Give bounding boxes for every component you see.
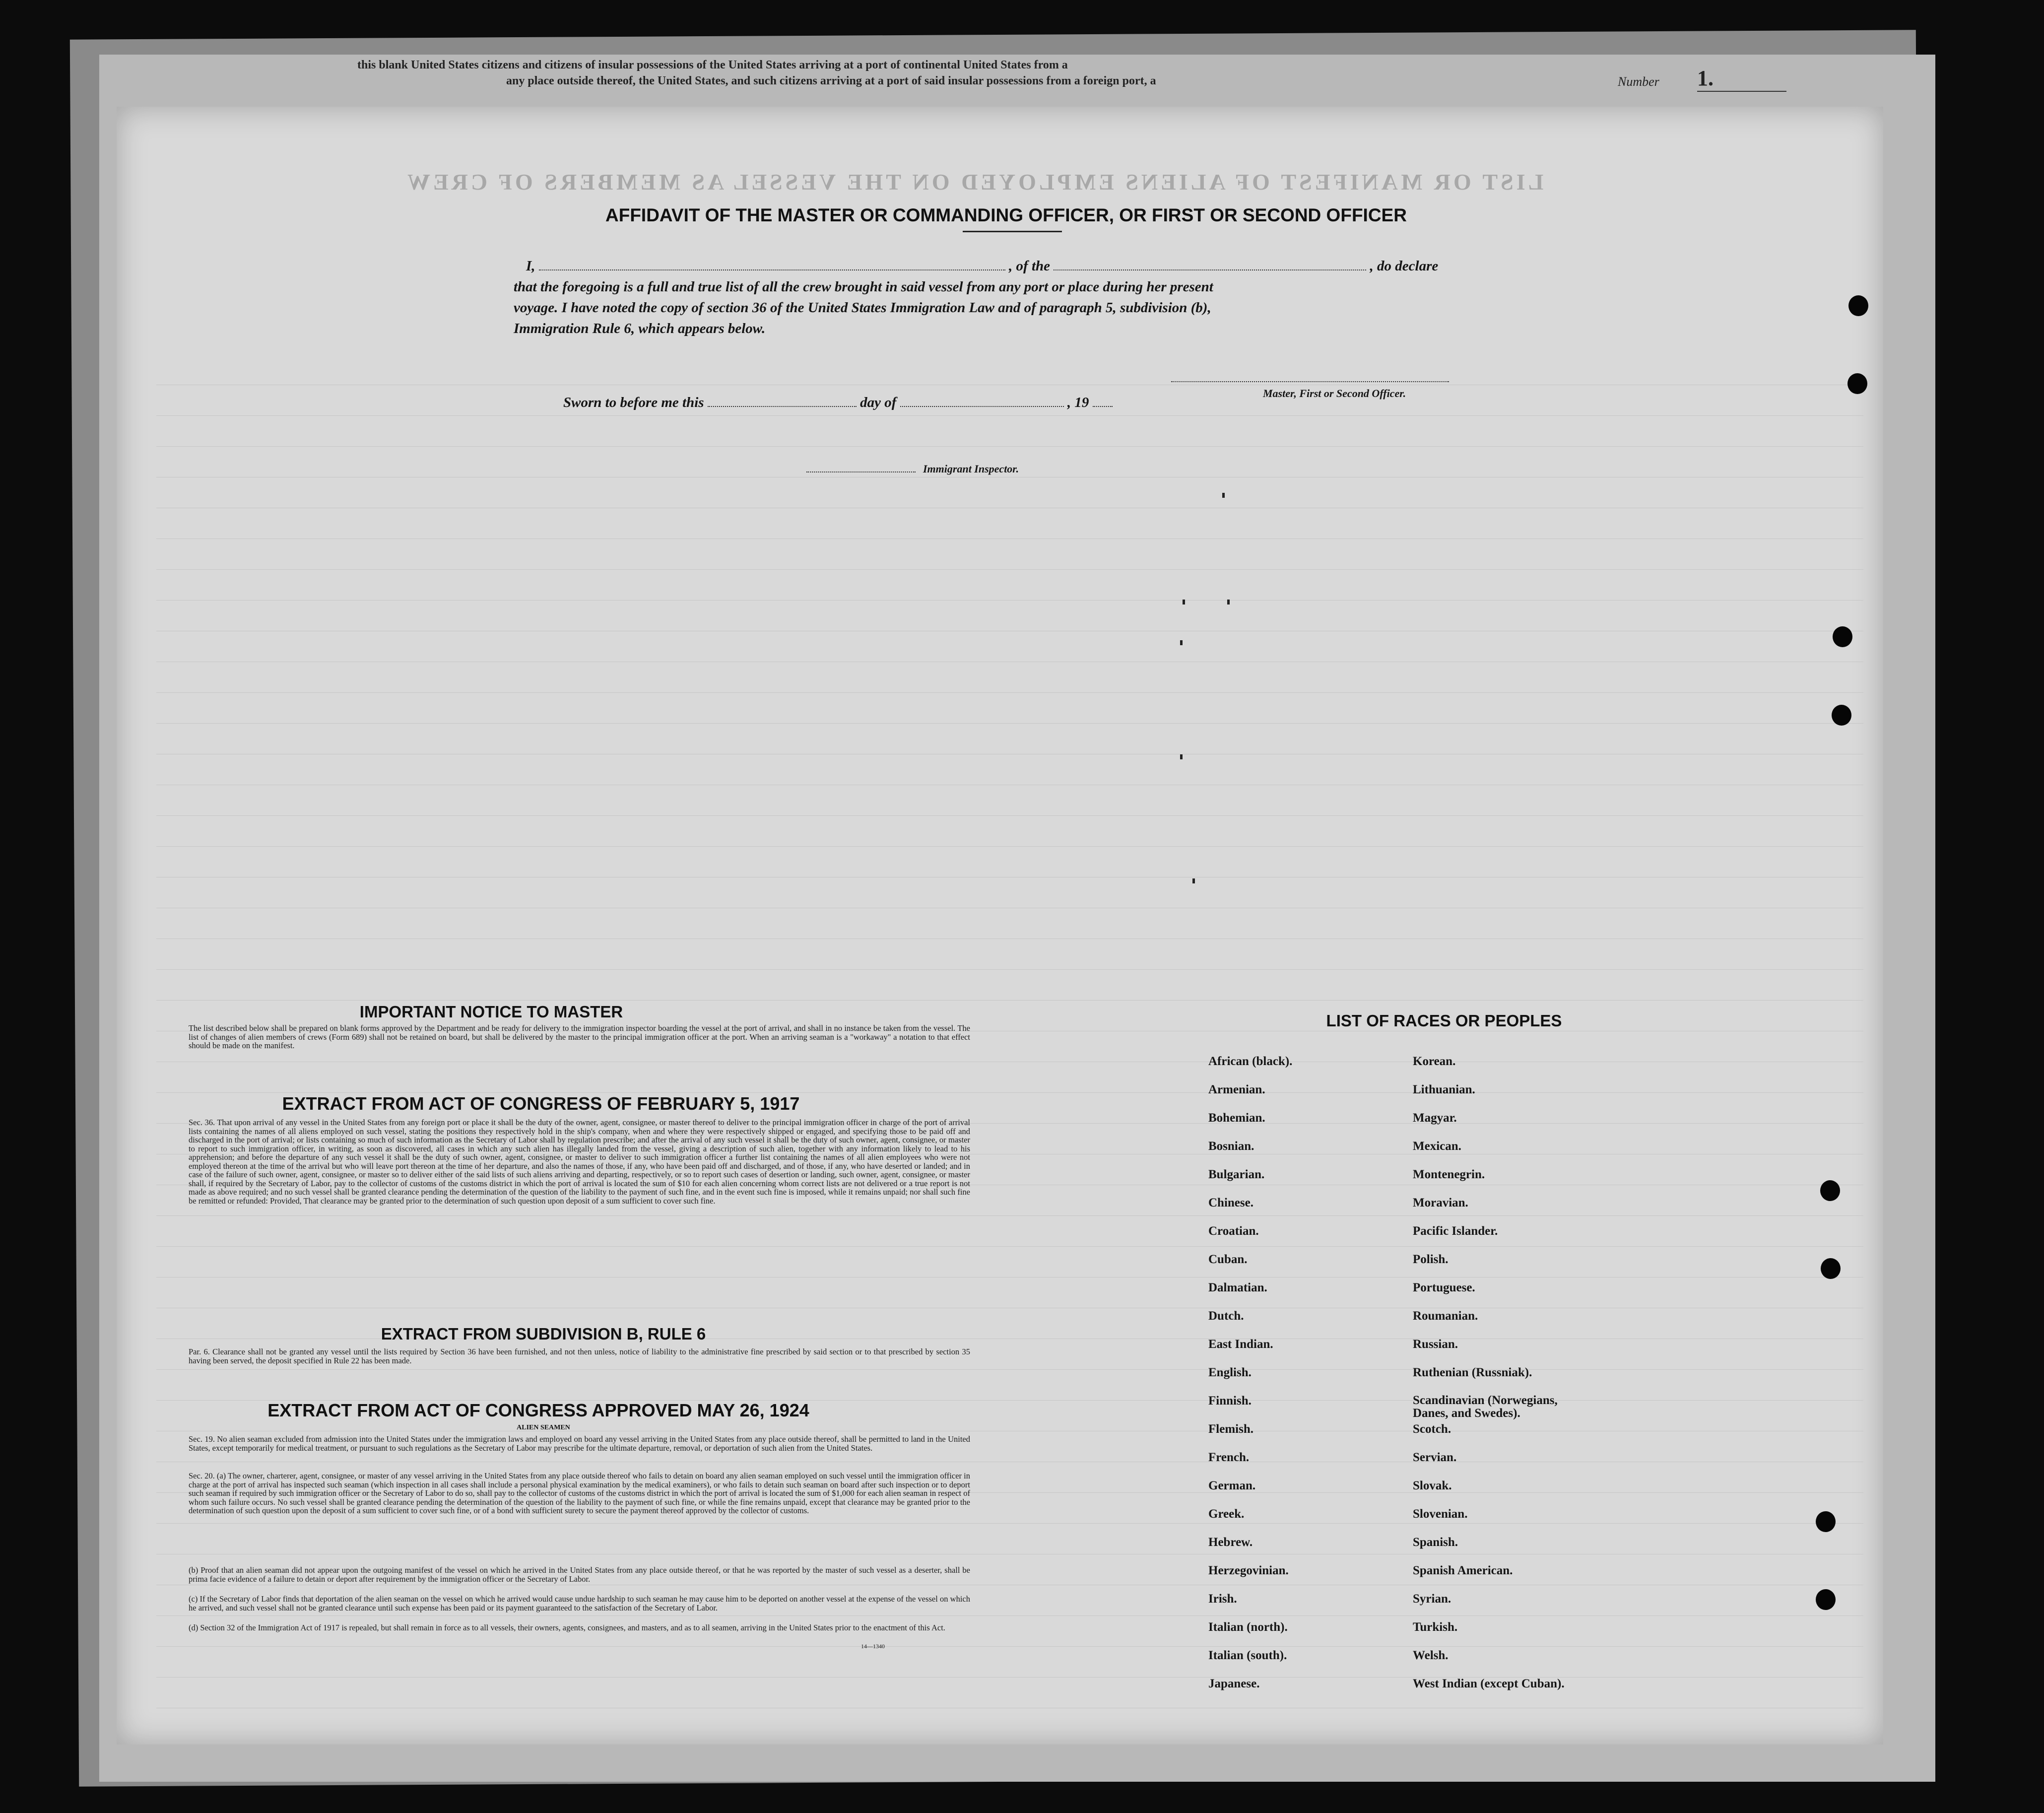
ledger-rule <box>156 600 1863 601</box>
ledger-rule <box>156 446 1863 447</box>
form-number: 14—1340 <box>861 1643 885 1650</box>
race-item: Irish. <box>1208 1592 1237 1606</box>
race-item: Slovak. <box>1413 1479 1452 1492</box>
race-item: Japanese. <box>1208 1677 1260 1690</box>
race-item: Syrian. <box>1413 1592 1451 1606</box>
extract-1917-title: EXTRACT FROM ACT OF CONGRESS OF FEBRUARY 5, 1917 <box>282 1093 800 1114</box>
race-item: Scandinavian (Norwegians, Danes, and Swedes). <box>1413 1394 1558 1420</box>
tick-mark <box>1192 878 1195 883</box>
tick-mark <box>1227 600 1230 604</box>
punch-hole <box>1820 1180 1840 1201</box>
race-item: Italian (north). <box>1208 1620 1288 1634</box>
race-item: Croatian. <box>1208 1224 1259 1238</box>
race-item: Moravian. <box>1413 1196 1468 1209</box>
race-item: Welsh. <box>1413 1649 1449 1662</box>
ledger-rule <box>156 1523 1863 1524</box>
extract-1924-sec19: Sec. 19. No alien seaman excluded from admission into the United States under the immigration laws and employed on board any vessel arriving in the United States from any place outside thereof, shall be permitted to land in the United States, except temporarily for medical treatment, or pursuant to such regulations as the Secretary of Labor may prescribe for the ultimate departure, removal, or deportation of such alien from the United States. <box>189 1434 970 1453</box>
officer-signature-blank[interactable] <box>1171 381 1449 382</box>
ledger-rule <box>156 1215 1863 1216</box>
race-item: Bohemian. <box>1208 1111 1265 1125</box>
ledger-rule <box>156 969 1863 970</box>
race-item: Lithuanian. <box>1413 1083 1475 1096</box>
punch-hole <box>1848 295 1868 316</box>
races-title: LIST OF RACES OR PEOPLES <box>1326 1011 1562 1030</box>
sworn-line <box>563 395 1113 411</box>
race-item: Mexican. <box>1413 1140 1461 1153</box>
affidavit-of-the: , of the <box>1009 258 1051 274</box>
race-item: Servian. <box>1413 1451 1457 1464</box>
day-of-text: day of <box>860 395 897 410</box>
inspector-signature-blank[interactable] <box>806 471 916 472</box>
ledger-rule <box>156 1246 1863 1247</box>
affidavit-line-4: Immigration Rule 6, which appears below. <box>514 321 766 336</box>
race-item: Bulgarian. <box>1208 1168 1265 1181</box>
race-item: Flemish. <box>1208 1422 1253 1436</box>
extract-1924-title: EXTRACT FROM ACT OF CONGRESS APPROVED MAY 26, 1924 <box>267 1400 809 1420</box>
race-item: Korean. <box>1413 1055 1456 1068</box>
ledger-rule <box>156 538 1863 539</box>
bleed-through-heading: LIST OR MANIFEST OF ALIENS EMPLOYED ON THE VESSEL AS MEMBERS OF CREW <box>404 169 1544 195</box>
race-item: Dalmatian. <box>1208 1281 1267 1294</box>
race-item: Cuban. <box>1208 1253 1248 1266</box>
ledger-rule <box>156 723 1863 724</box>
notice-text: The list described below shall be prepared on blank forms approved by the Department and be ready for delivery to the immigration inspector boarding the vessel at the port of arrival, and shall in no instance be taken from the vessel. The list of changes of alien members of crews (Form 689) shall not be retained on board, but shall be delivered by the master to the principal immigration officer at the port. When an arriving seaman is a "workaway" a notation to that effect should be made on the manifest. <box>189 1023 970 1050</box>
notice-title: IMPORTANT NOTICE TO MASTER <box>359 1003 623 1021</box>
tick-mark <box>1222 493 1225 498</box>
extract-1924-sec20a: Sec. 20. (a) The owner, charterer, agent, consignee, or master of any vessel arriving in the United States from any place outside thereof who fails to detain on board any alien seaman employed on such vessel until the immigration officer in charge at the port of arrival has inspected such seaman (which inspection in all cases shall include a personal physical examination by the medical examiners), or who fails to detain such seaman on board after such inspection or to deport such seaman if required by such immigration officer or the Secretary of Labor to do so, shall pay to the collector of customs of the customs district in which the port of arrival is located the sum of $1,000 for each alien seaman in respect of whom such failure occurs. No such vessel shall be granted clearance pending the determination of the question of the liability to the payment of such fine, or while the fine remains unpaid, except that clearance may be granted prior to the determination of such question upon the deposit of a sum sufficient to cover such fine, or of a bond with sufficient surety to secure the payment thereof approved by the collector of customs. <box>189 1471 970 1515</box>
races-column-2 <box>1413 1055 1591 1705</box>
race-item: Roumanian. <box>1413 1309 1478 1323</box>
punch-hole <box>1816 1589 1836 1610</box>
sworn-month-blank[interactable] <box>900 397 1064 407</box>
tick-mark <box>1183 600 1185 604</box>
extract-1924-sec20b: (b) Proof that an alien seaman did not appear upon the outgoing manifest of the vessel on which he arrived in the United States from any place outside thereof, or that he was reported by the master of such vessel as a deserter, shall be prima facie evidence of a failure to detain or deport after requirement by the immigration officer or the Secretary of Labor. <box>189 1565 970 1584</box>
race-item: Spanish. <box>1413 1536 1458 1549</box>
vessel-blank[interactable] <box>1054 261 1366 270</box>
race-item: Magyar. <box>1413 1111 1457 1125</box>
sworn-year-blank[interactable] <box>1093 397 1113 407</box>
ledger-rule <box>156 846 1863 847</box>
punch-hole <box>1816 1511 1836 1532</box>
race-item: Hebrew. <box>1208 1536 1253 1549</box>
ledger-rule <box>156 815 1863 816</box>
race-item: Russian. <box>1413 1338 1458 1351</box>
race-item: English. <box>1208 1366 1252 1379</box>
race-item: Armenian. <box>1208 1083 1265 1096</box>
race-item: Chinese. <box>1208 1196 1253 1209</box>
race-item: Turkish. <box>1413 1620 1458 1634</box>
race-item: Scotch. <box>1413 1422 1451 1436</box>
race-item: German. <box>1208 1479 1256 1492</box>
number-label: Number <box>1618 74 1659 89</box>
race-item: Montenegrin. <box>1413 1168 1485 1181</box>
race-item: Portuguese. <box>1413 1281 1475 1294</box>
affidavit-line-3: voyage. I have noted the copy of section 36 of the United States Immigration Law and of paragraph 5, subdivision (b), <box>514 300 1211 316</box>
back-sheet-line-2: any place outside thereof, the United States, and such citizens arriving at a port of said insular possessions from a foreign port, a <box>506 74 1156 87</box>
extract-1917-text: Sec. 36. That upon arrival of any vessel in the United States from any foreign port or place it shall be the duty of the owner, agent, consignee, or master thereof to deliver to the principal immigration officer in charge of the port of arrival lists containing the names of all aliens employed on such vessel, stating the positions they respectively hold in the ship's company, when and where they were respectively shipped or engaged, and specifying those to be paid off and discharged in the port of arrival; or lists containing so much of such information as the Secretary of Labor shall by regulation prescribe; and after the arrival of any such vessel it shall be the duty of such owner, agent, consignee, or master to report to such immigration officer, in writing, as soon as discovered, all cases in which any such alien has illegally landed from the vessel, giving a description of such alien, together with any information likely to lead to his apprehension; and before the departure of any such vessel it shall be the duty of such owner, agent, consignee, or master to deliver to such immigration officer a further list containing the names of all alien employees who were not employed thereon at the time of the arrival but who will leave port thereon at the time of her departure, and also the names of those, if any, who have been paid off and discharged, and of those, if any, who have deserted or landed; and in case of the failure of such owner, agent, consignee, or master so to deliver either of the said lists of such aliens arriving and departing, respectively, or so to report such cases of desertion or landing, such owner, agent, consignee, or master shall, if required by the Secretary of Labor, pay to the collector of customs of the customs district in which the port of arrival is located the sum of $10 for each alien concerning whom correct lists are not delivered or a true report is not made as above required; and no such vessel shall be granted clearance pending the determination of the question of the liability to the payment of such fine, and in the event such fine is imposed, while it remains unpaid; nor shall such fine be remitted or refunded: Provided, That clearance may be granted prior to the determination of such question upon deposit of a sum sufficient to cover such fine. <box>189 1118 970 1206</box>
race-item: Herzegovinian. <box>1208 1564 1289 1577</box>
race-item: Dutch. <box>1208 1309 1244 1323</box>
affidavit-line-2: that the foregoing is a full and true list of all the crew brought in said vessel from any port or place during her present <box>514 279 1213 295</box>
ledger-rule <box>156 1615 1863 1616</box>
punch-hole <box>1833 626 1852 647</box>
race-item: East Indian. <box>1208 1338 1273 1351</box>
ledger-rule <box>156 692 1863 693</box>
number-value: 1. <box>1697 66 1786 92</box>
year-text: , 19 <box>1067 395 1089 410</box>
officer-label: Master, First or Second Officer. <box>1263 387 1406 400</box>
extract-1924-sec20d: (d) Section 32 of the Immigration Act of 1917 is repealed, but shall remain in force as to all vessels, their owners, agents, consignees, and masters, and as to all seamen, arriving in the United States prior to the enactment of this Act. <box>189 1623 945 1632</box>
ledger-rule <box>156 1677 1863 1678</box>
name-blank[interactable] <box>539 261 1005 270</box>
title-underline <box>963 231 1062 232</box>
affidavit-line-1 <box>526 258 1438 274</box>
sworn-day-blank[interactable] <box>708 397 857 407</box>
race-item: West Indian (except Cuban). <box>1413 1677 1565 1690</box>
tick-mark <box>1180 754 1183 759</box>
punch-hole <box>1821 1258 1841 1279</box>
affidavit-declare: , do declare <box>1370 258 1439 274</box>
inspector-label: Immigrant Inspector. <box>923 463 1019 475</box>
ledger-rule <box>156 569 1863 570</box>
extract-rule6-title: EXTRACT FROM SUBDIVISION B, RULE 6 <box>381 1325 706 1343</box>
ledger-rule <box>156 1092 1863 1093</box>
race-item: Greek. <box>1208 1507 1245 1521</box>
race-item: Pacific Islander. <box>1413 1224 1498 1238</box>
extract-rule6-text: Par. 6. Clearance shall not be granted any vessel until the lists required by Section 36 have been furnished, and not then unless, notice of liability to the administrative fine prescribed by said section or to that prescribed by section 35 having been served, the deposit specified in Rule 22 has been made. <box>189 1347 970 1365</box>
race-item: French. <box>1208 1451 1250 1464</box>
ledger-rule <box>156 1369 1863 1370</box>
sworn-text: Sworn to before me this <box>563 395 704 410</box>
tick-mark <box>1180 640 1183 645</box>
extract-1924-sec20c: (c) If the Secretary of Labor finds that deportation of the alien seaman on the vessel on which he arrived would cause undue hardship to such seaman he may cause him to be deported on another vessel at the expense of the vessel on which he arrived, and such vessel shall not be granted clearance until such expense has been paid or its payment guaranteed to the satisfaction of the Secretary of Labor. <box>189 1594 970 1612</box>
punch-hole <box>1832 705 1851 726</box>
races-column-1 <box>1208 1055 1292 1705</box>
race-item: Ruthenian (Russniak). <box>1413 1366 1532 1379</box>
race-item: Finnish. <box>1208 1394 1252 1408</box>
race-item: Slovenian. <box>1413 1507 1468 1521</box>
affidavit-i: I, <box>526 258 535 274</box>
ledger-rule <box>156 1000 1863 1001</box>
ledger-rule <box>156 415 1863 416</box>
back-sheet-line-1: this blank United States citizens and citizens of insular possessions of the United States arriving at a port of continental United States from a <box>357 59 1068 71</box>
race-item: Spanish American. <box>1413 1564 1513 1577</box>
race-item: Polish. <box>1413 1253 1449 1266</box>
affidavit-page <box>117 107 1883 1745</box>
extract-1924-subtitle: ALIEN SEAMEN <box>517 1424 570 1431</box>
race-item: Italian (south). <box>1208 1649 1287 1662</box>
race-item: African (black). <box>1208 1055 1293 1068</box>
ledger-rule <box>156 1646 1863 1647</box>
affidavit-title: AFFIDAVIT OF THE MASTER OR COMMANDING OFFICER, OR FIRST OR SECOND OFFICER <box>605 205 1407 225</box>
race-item: Bosnian. <box>1208 1140 1254 1153</box>
punch-hole <box>1847 373 1867 394</box>
